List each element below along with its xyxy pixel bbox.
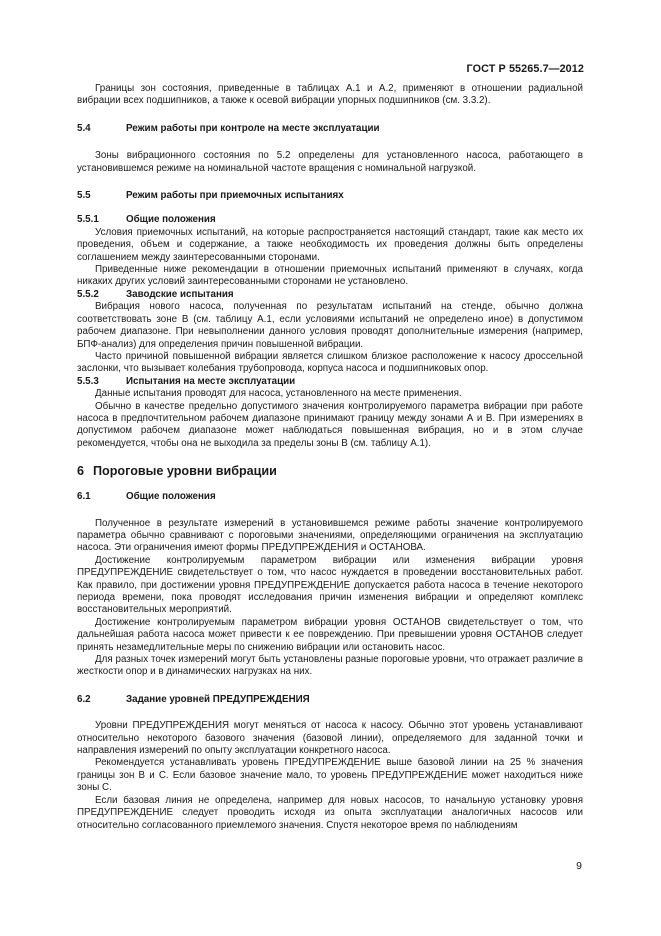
section-number: 5.5.1	[77, 214, 99, 226]
paragraph: Рекомендуется устанавливать уровень ПРЕДУПРЕЖДЕНИЕ выше базовой линии на 25 % значения границы зон В и С. Если базовое значение мало, то уровень ПРЕДУПРЕЖДЕНИЕ может находиться ниже зоны С.	[77, 757, 583, 794]
section-heading-5-5-1	[77, 214, 583, 226]
paragraph: Достижение контролируемым параметром вибрации или изменения вибрации уровня ПРЕДУПРЕЖДЕНИЕ свидетельствует о том, что насос нуждается в проведении восстановительных работ. Как правило, при достижении уровня ПРЕДУПРЕЖДЕНИЕ допускается работа насоса в течение некоторого периода времени, пока проводят исследования причин изменения вибрации и определяют комплекс восстановительных мероприятий.	[77, 554, 583, 616]
paragraph: Обычно в качестве предельно допустимого значения контролируемого параметра вибрации при работе насоса в предпочтительном рабочем диапазоне принимают границу между зонами А и В. При измерениях в допустимом рабочем диапазоне может наблюдаться повышенная вибрация, но и в этом случае рекомендуется, чтобы она не выходила за пределы зоны В (см. таблицу А.1).	[77, 400, 583, 449]
section-heading-5-4	[77, 123, 583, 135]
section-title: Общие положения	[126, 491, 216, 503]
intro-paragraph: Границы зон состояния, приведенные в таблицах А.1 и А.2, применяют в отношении радиальной вибрации всех подшипников, а также к осевой вибрации упорных подшипников (см. 3.3.2).	[77, 83, 583, 107]
section-title: Режим работы при приемочных испытаниях	[126, 190, 344, 202]
section-heading-6-1	[77, 491, 583, 503]
paragraph: Условия приемочных испытаний, на которые распространяется настоящий стандарт, такие как место их проведения, объем и содержание, а также необходимость их проведения должны быть определены соглашением между заинтересованными сторонами.	[77, 226, 583, 263]
section-heading-6	[77, 464, 583, 479]
section-title: Общие положения	[126, 214, 216, 226]
section-number: 6.2	[77, 693, 91, 705]
section-number: 5.5.3	[77, 375, 99, 387]
section-heading-6-2	[77, 694, 583, 706]
paragraph: Часто причиной повышенной вибрации является слишком близкое расположение к насосу дроссельной заслонки, что вызывает колебания трубопровода, корпуса насоса и подшипниковых опор.	[77, 350, 583, 375]
section-number: 5.4	[77, 122, 91, 134]
section-number: 5.5	[77, 190, 91, 202]
paragraph: Достижение контролируемым параметром вибрации уровня ОСТАНОВ свидетельствует о том, что дальнейшая работа насоса может привести к ее повреждению. При превышении уровня ОСТАНОВ следует принять незамедлительные меры по снижению вибрации или остановить насос.	[77, 616, 583, 653]
section-heading-5-5-3	[77, 376, 583, 388]
document-code: ГОСТ Р 55265.7—2012	[466, 63, 584, 75]
paragraph: Уровни ПРЕДУПРЕЖДЕНИЯ могут меняться от насоса к насосу. Обычно этот уровень устанавливают относительно некоторого базового значения (базовой линии), определяемого для заданной точки и направления измерений по опыту эксплуатации конкретного насоса.	[77, 720, 583, 757]
paragraph: Вибрация нового насоса, полученная по результатам испытаний на стенде, обычно должна соответствовать зоне В (см. таблицу А.1, если условиями испытаний не определено иное) в допустимом рабочем диапазоне. При невыполнении данного условия проводят дополнительные измерения (например, БПФ-анализ) для определения причин повышенной вибрации.	[77, 301, 583, 350]
paragraph: Данные испытания проводят для насоса, установленного на месте применения.	[95, 388, 462, 400]
section-heading-5-5	[77, 190, 583, 202]
section-title: Заводские испытания	[126, 288, 234, 300]
section-title: Пороговые уровни вибрации	[93, 464, 277, 479]
section-number: 5.5.2	[77, 288, 99, 300]
paragraph: Полученное в результате измерений в установившемся режиме работы значение контролируемого параметра обычно сравнивают с пороговыми значениями, определяющими ограничения на эксплуатацию насоса. Эти ограничения имеют формы ПРЕДУПРЕЖДЕНИЯ и ОСТАНОВА.	[77, 517, 583, 554]
section-heading-5-5-2	[77, 289, 583, 301]
section-number: 6.1	[77, 491, 91, 503]
section-title: Режим работы при контроле на месте эксплуатации	[126, 122, 380, 134]
section-number: 6	[77, 464, 85, 479]
paragraph: Приведенные ниже рекомендации в отношении приемочных испытаний применяют в случаях, когда никаких других условий заинтересованными сторонами не установлено.	[77, 264, 583, 288]
page-content	[77, 83, 583, 832]
section-title: Задание уровней ПРЕДУПРЕЖДЕНИЯ	[126, 693, 310, 705]
section-title: Испытания на месте эксплуатации	[126, 375, 296, 387]
paragraph: Для разных точек измерений могут быть установлены разные пороговые уровни, что отражает различие в жесткости опор и в динамических нагрузках на них.	[77, 654, 583, 678]
paragraph: Зоны вибрационного состояния по 5.2 определены для установленного насоса, работающего в установившемся режиме на номинальной частоте вращения с номинальной нагрузкой.	[77, 150, 583, 174]
page-number: 9	[576, 860, 582, 872]
paragraph: Если базовая линия не определена, например для новых насосов, то начальную установку уровня ПРЕДУПРЕЖДЕНИЕ следует проводить исходя из опыта эксплуатации аналогичных насосов или относительно согласованного приемлемого значения. Спустя некоторое время по наблюдениям	[77, 794, 583, 831]
